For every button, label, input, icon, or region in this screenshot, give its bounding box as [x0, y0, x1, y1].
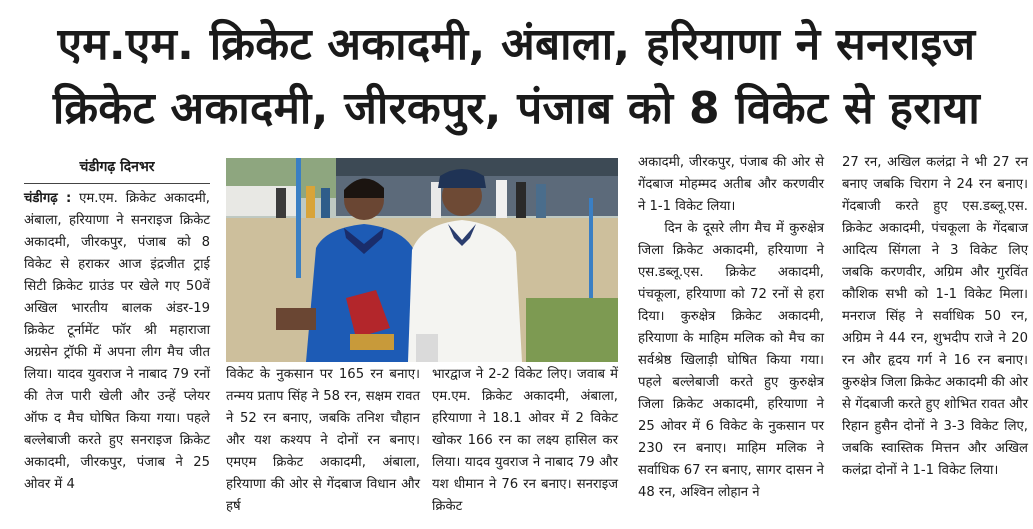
news-photo	[226, 158, 618, 362]
col4-text: अकादमी, जीरकपुर, पंजाब की ओर से गेंदबाज मोहम्मद अतीब और करणवीर ने 1-1 विकेट लिया।	[638, 155, 824, 214]
dateline: चंडीगढ़ :	[24, 191, 72, 206]
col2-text: विकेट के नुकसान पर 165 रन बनाए। तन्मय प्रताप सिंह ने 58 रन, सक्षम रावत ने 52 रन बनाए, जबकि तनिश चौहान और यश कश्यप ने दोनों रन बनाए। एमएम क्रिकेट अकादमी, अंबाला, हरियाणा की ओर से गेंदबाज विधान और हर्ष	[226, 367, 420, 514]
col4-text-2: दिन के दूसरे लीग मैच में कुरुक्षेत्र जिला क्रिकेट अकादमी, हरियाणा ने एस.डब्लू.एस. क्रिकेट अकादमी, पंचकूला, हरियाणा को 72 रनों से हरा दिया। कुरुक्षेत्र क्रिकेट अकादमी, हरियाणा के माहिम मलिक को मैच का सर्वश्रेष्ठ खिलाड़ी घोषित किया गया। पहले बल्लेबाजी करते हुए कुरुक्षेत्र जिला क्रिकेट अकादमी, हरियाणा ने 25 ओवर में 6 विकेट के नुकसान पर 230 रन बनाए। माहिम मलिक ने सर्वाधिक 67 रन बनाए, सागर दासन ने 48 रन, अश्विन लोहान ने	[638, 221, 824, 500]
col3-text: भारद्वाज ने 2-2 विकेट लिए। जवाब में एम.एम. क्रिकेट अकादमी, अंबाला, हरियाणा ने 18.1 ओवर में 2 विकेट खोकर 166 रन का लक्ष्य हासिल कर लिया। यादव युवराज ने नाबाद 79 और यश धीमान ने 76 रन बनाए। सनराइज क्रिकेट	[432, 367, 618, 514]
article-column-1	[24, 155, 210, 496]
article-column-5	[842, 152, 1028, 482]
col5-text: 27 रन, अखिल कलंद्रा ने भी 27 रन बनाए जबकि चिराग ने 24 रन बनाए। गेंदबाजी करते हुए एस.डब्लू.एस. क्रिकेट अकादमी, पंचकूला के गेंदबाज आदित्य सिंगला ने 3 विकेट लिए जबकि करणवीर, अग्रिम और गुरविंत कौशिक सभी को 1-1 विकेट मिला। मनराज सिंह ने सर्वाधिक 50 रन, अग्रिम ने 44 रन, शुभदीप राजे ने 20 रन और हृदय गर्ग ने 16 रन बनाए। कुरुक्षेत्र जिला क्रिकेट अकादमी की ओर से गेंदबाजी करते हुए शोभित रावत और रिहान हुसैन दोनों ने 3-3 विकेट लिए, जबकि स्वास्तिक मित्तन और अखिल कलंद्रा दोनों ने 1-1 विकेट लिया।	[842, 155, 1028, 478]
article-column-3	[432, 364, 618, 518]
headline	[0, 0, 1033, 150]
headline-line-2: क्रिकेट अकादमी, जीरकपुर, पंजाब को 8 विकेट से हराया	[52, 83, 981, 134]
headline-line-1: एम.एम. क्रिकेट अकादमी, अंबाला, हरियाणा ने सनराइज	[57, 19, 976, 70]
col1-text: एम.एम. क्रिकेट अकादमी, अंबाला, हरियाणा ने सनराइज क्रिकेट अकादमी, जीरकपुर, पंजाब को 8 विकेट से हराकर आज इंद्रजीत ट्राई सिटी क्रिकेट ग्राउंड पर खेले गए 50वें अखिल भारतीय बालक अंडर-19 क्रिकेट टूर्नामेंट फॉर श्री महाराजा अग्रसेन ट्रॉफी में अपना लीग मैच जीत लिया। यादव युवराज ने नाबाद 79 रनों की तेज पारी खेली और उन्हें प्लेयर ऑफ द मैच घोषित किया गया। पहले बल्लेबाजी करते हुए सनराइज क्रिकेट अकादमी, जीरकपुर, पंजाब ने 25 ओवर में 4	[24, 191, 210, 492]
article-column-2	[226, 364, 420, 518]
article-paragraph	[24, 188, 210, 496]
article-column-4	[638, 152, 824, 504]
byline: चंडीगढ़ दिनभर	[24, 155, 210, 184]
